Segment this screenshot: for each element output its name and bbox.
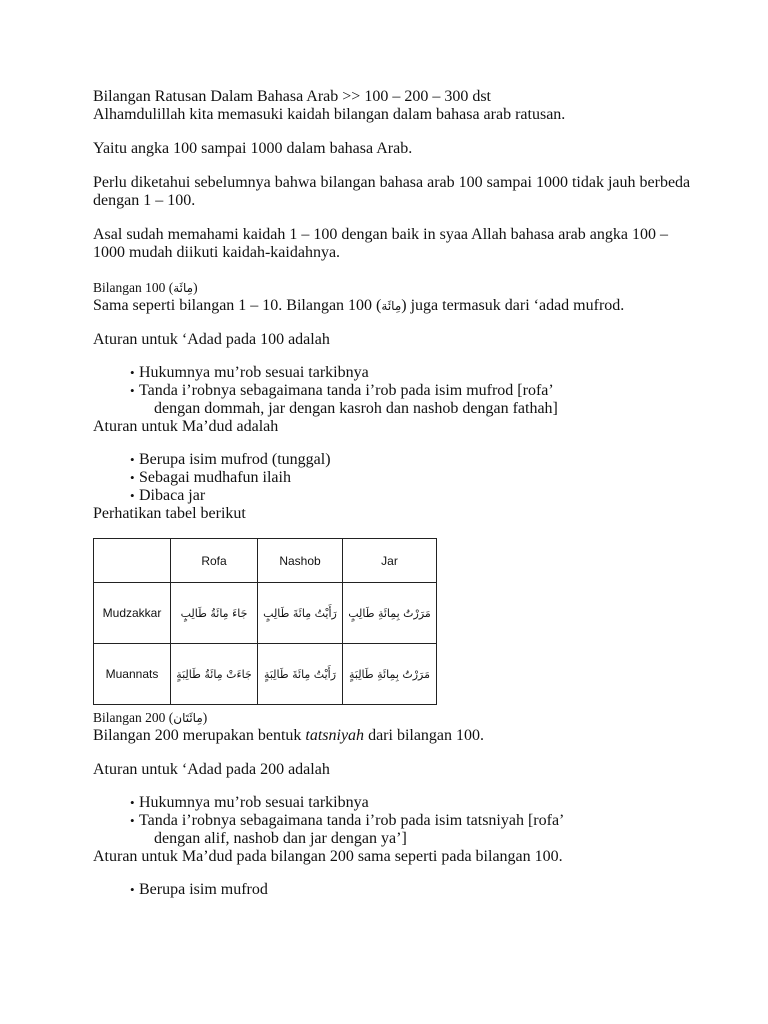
madud-200-list	[93, 881, 693, 899]
adad-200-title: Aturan untuk ‘Adad pada 200 adalah	[93, 761, 330, 778]
table-row	[94, 644, 437, 705]
arabic-miatan: مِائَتَان	[173, 711, 203, 725]
table-cell: مَرَرْتُ بِمِائَةِ طَالِبٍ	[343, 583, 437, 644]
arabic-miah: مِائَة	[173, 281, 194, 295]
heading-bilangan-200: Bilangan 200 (مِائَتَان)	[93, 710, 208, 725]
table-intro: Perhatikan tabel berikut	[93, 505, 246, 522]
paragraph-intro: Alhamdulillah kita memasuki kaidah bilangan dalam bahasa arab ratusan.	[93, 106, 566, 123]
madud-100-list	[93, 451, 693, 505]
table-cell: جَاءَ مِائَةُ طَالِبٍ	[171, 583, 258, 644]
table-header-jar: Jar	[343, 539, 437, 583]
table-header-empty	[94, 539, 171, 583]
adad-100-list	[93, 364, 693, 418]
adad-100-title: Aturan untuk ‘Adad pada 100 adalah	[93, 331, 330, 348]
table-cell: جَاءَتْ مِائَةُ طَالِبَةٍ	[171, 644, 258, 705]
table-header-nashob: Nashob	[258, 539, 343, 583]
example-table	[93, 538, 437, 705]
paragraph-basis: Asal sudah memahami kaidah 1 – 100 dengan baik in syaa Allah bahasa arab angka 100 – 1000 mudah diikuti kaidah-kaidahnya.	[93, 226, 668, 261]
madud-100-title: Aturan untuk Ma’dud adalah	[93, 418, 279, 435]
table-cell: مَرَرْتُ بِمِائَةِ طَالِبَةٍ	[343, 644, 437, 705]
list-item: • Hukumnya mu’rob sesuai tarkibnya	[130, 794, 693, 812]
paragraph-range: Yaitu angka 100 sampai 1000 dalam bahasa Arab.	[93, 140, 413, 157]
row-label-mudzakkar: Mudzakkar	[94, 583, 171, 644]
list-item: • Dibaca jar	[130, 487, 693, 505]
table-header-row	[94, 539, 437, 583]
table-header-rofa: Rofa	[171, 539, 258, 583]
paragraph-100-intro: Sama seperti bilangan 1 – 10. Bilangan 100 (مِائَة) juga termasuk dari ‘adad mufrod.	[93, 297, 625, 314]
paragraph-200-intro: Bilangan 200 merupakan bentuk tatsniyah dari bilangan 100.	[93, 727, 485, 744]
list-item: • Berupa isim mufrod (tunggal)	[130, 451, 693, 469]
paragraph-note: Perlu diketahui sebelumnya bahwa bilangan bahasa arab 100 sampai 1000 tidak jauh berbeda dengan 1 – 100.	[93, 174, 691, 209]
arabic-miah-inline: مِائَة	[381, 299, 402, 313]
list-item: • Tanda i’robnya sebagaimana tanda i’rob pada isim mufrod [rofa’ dengan dommah, jar dengan kasroh dan nashob dengan fathah]	[130, 382, 693, 418]
heading-bilangan-100: Bilangan 100 (مِائَة)	[93, 280, 198, 295]
table-cell: رَأَيْتُ مِائَةَ طَالِبَةٍ	[258, 644, 343, 705]
list-item: • Berupa isim mufrod	[130, 881, 693, 899]
list-item: • Sebagai mudhafun ilaih	[130, 469, 693, 487]
row-label-muannats: Muannats	[94, 644, 171, 705]
list-item: • Hukumnya mu’rob sesuai tarkibnya	[130, 364, 693, 382]
list-item: • Tanda i’robnya sebagaimana tanda i’rob pada isim tatsniyah [rofa’ dengan alif, nashob dan jar dengan ya’]	[130, 812, 693, 848]
table-cell: رَأَيْتُ مِائَةَ طَالِبٍ	[258, 583, 343, 644]
document-title: Bilangan Ratusan Dalam Bahasa Arab >> 100 – 200 – 300 dst	[93, 88, 491, 105]
adad-200-list	[93, 794, 693, 848]
madud-200-title: Aturan untuk Ma’dud pada bilangan 200 sama seperti pada bilangan 100.	[93, 848, 563, 865]
table-row	[94, 583, 437, 644]
document-page	[93, 88, 693, 899]
